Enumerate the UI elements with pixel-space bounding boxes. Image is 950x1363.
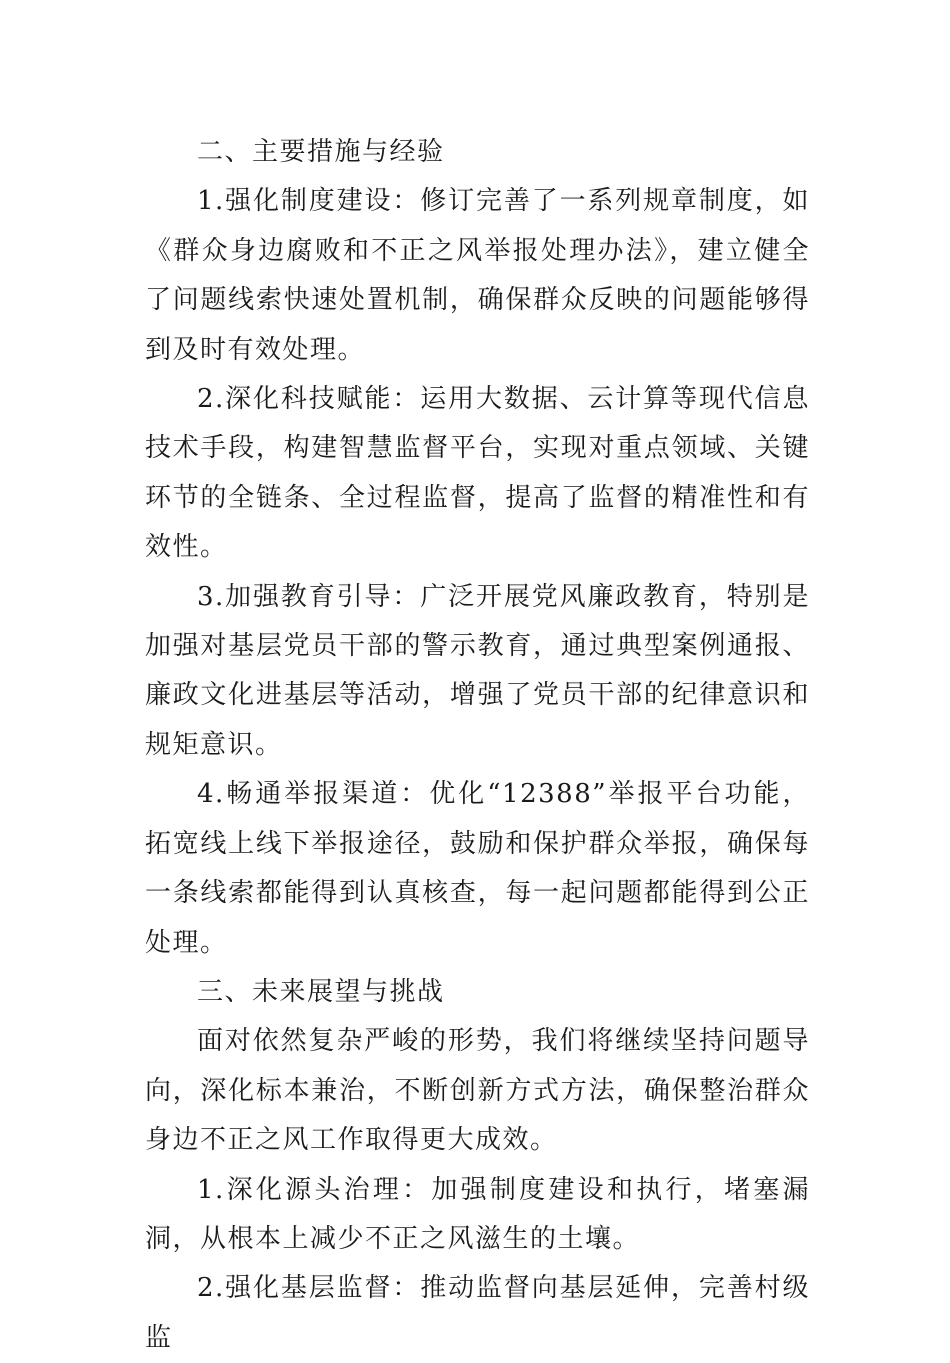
paragraph-tech-empowerment: 2.深化科技赋能：运用大数据、云计算等现代信息技术手段，构建智慧监督平台，实现对重点领域、关键环节的全链条、全过程监督，提高了监督的精准性和有效性。 <box>145 384 810 563</box>
paragraph-reporting-channels: 4.畅通举报渠道：优化“12388”举报平台功能，拓宽线上线下举报途径，鼓励和保护群众举报，确保每一条线索都能得到认真核查，每一起问题都能得到公正处理。 <box>145 779 810 958</box>
section-heading-outlook: 三、未来展望与挑战 <box>197 976 445 1007</box>
paragraph-system-building: 1.强化制度建设：修订完善了一系列规章制度，如《群众身边腐败和不正之风举报处理办法》，建立健全了问题线索快速处置机制，确保群众反映的问题能够得到及时有效处理。 <box>145 186 810 365</box>
paragraph-source-governance: 1.深化源头治理：加强制度建设和执行，堵塞漏洞，从根本上减少不正之风滋生的土壤。 <box>145 1174 810 1254</box>
paragraph-grassroots-supervision: 2.强化基层监督：推动监督向基层延伸，完善村级监 <box>145 1273 810 1353</box>
document-body <box>145 128 810 1363</box>
paragraph-outlook-intro: 面对依然复杂严峻的形势，我们将继续坚持问题导向，深化标本兼治，不断创新方式方法，确保整治群众身边不正之风工作取得更大成效。 <box>145 1026 810 1156</box>
section-heading-measures: 二、主要措施与经验 <box>197 137 445 167</box>
paragraph-education-guidance: 3.加强教育引导：广泛开展党风廉政教育，特别是加强对基层党员干部的警示教育，通过典型案例通报、廉政文化进基层等活动，增强了党员干部的纪律意识和规矩意识。 <box>145 581 810 760</box>
